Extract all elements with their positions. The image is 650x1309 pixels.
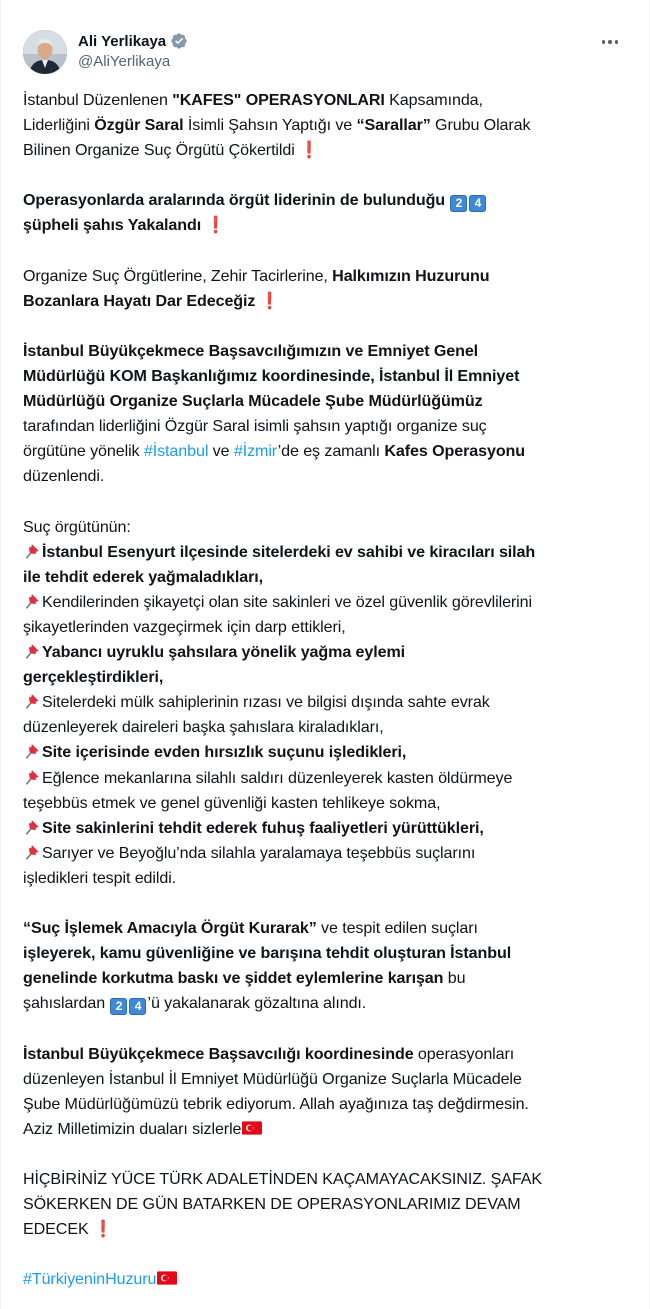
text-line: İstanbul Düzenlenen "KAFES" OPERASYONLARI Kapsamında, [23,91,483,109]
text-line: şüpheli şahıs Yakalandı ❗ [23,216,226,235]
avatar[interactable] [23,30,67,74]
pushpin-icon [23,742,41,760]
text-line: İstanbul Büyükçekmece Başsavcılığı koordinesinde operasyonları [23,1044,515,1063]
pushpin-icon [23,592,41,610]
author-handle[interactable]: @AliYerlikaya [78,53,171,70]
keycap-digit-icon: 4 [129,998,146,1015]
text-line: genelinde korkutma baskı ve şiddet eylemlerine karışan bu [23,969,466,988]
verified-badge-icon [170,32,188,50]
text-line: işleyerek, kamu güvenliğine ve barışına tehdit oluşturan İstanbul [23,944,512,963]
list-item: Site sakinlerini tehdit ederek fuhuş faaliyetleri yürüttükleri, [23,816,623,841]
list-item: Sitelerdeki mülk sahiplerinin rızası ve bilgisi dışında sahte evrak [23,690,623,715]
keycap-digit-icon: 2 [450,195,467,212]
text-line: Bozanlara Hayatı Dar Edeceğiz ❗ [23,291,280,310]
text-line: işledikleri tespit edildi. [23,868,177,887]
hashtag-link[interactable]: #TürkiyeninHuzuru [23,1270,157,1289]
text-line: Suç örgütünün: [23,517,131,536]
text-line: şahıslardan 2 4 ’ü yakalanarak gözaltına alındı. [23,994,367,1014]
red-exclamation-icon: ❗ [299,141,320,160]
hashtag-link[interactable]: #İzmir [233,442,278,461]
text-line: düzenleyen İstanbul İl Emniyet Müdürlüğü Organize Suçlarla Mücadele [23,1069,522,1088]
pushpin-icon [23,843,41,861]
tweet-header [23,30,629,76]
text-line: Operasyonlarda aralarında örgüt liderinin de bulunduğu 2 4 [23,188,623,213]
author-block [78,32,188,70]
text-line: Liderliğini Özgür Saral İsimli Şahsın Yaptığı ve “Sarallar” Grubu Olarak [23,116,531,135]
list-item: Sarıyer ve Beyoğlu’nda silahla yaralamaya teşebbüs suçlarını [23,841,623,866]
turkey-flag-icon [242,1121,262,1135]
keycap-digit-icon: 2 [110,998,127,1015]
text-line: Organize Suç Örgütlerine, Zehir Tacirlerine, Halkımızın Huzurunu [23,266,490,285]
more-options-icon[interactable] [593,30,627,54]
pushpin-icon [23,542,41,560]
hashtag-link[interactable]: #İstanbul [143,442,209,461]
list-item: Yabancı uyruklu şahsılara yönelik yağma eylemi [23,640,623,665]
text-line: Aziz Milletimizin duaları sizlerle [23,1117,623,1142]
text-line: Müdürlüğü Organize Suçlarla Mücadele Şube Müdürlüğümüz [23,392,483,411]
text-line: Müdürlüğü KOM Başkanlığımız koordinesinde, İstanbul İl Emniyet [23,367,520,386]
text-line: HİÇBİRİNİZ YÜCE TÜRK ADALETİNDEN KAÇAMAYACAKSINIZ. ŞAFAK [23,1170,543,1189]
keycap-digit-icon: 4 [469,195,486,212]
tweet-text [23,88,623,1293]
author-name[interactable]: Ali Yerlikaya [78,32,167,50]
pushpin-icon [23,818,41,836]
text-line: İstanbul Büyükçekmece Başsavcılığımızın ve Emniyet Genel [23,341,479,360]
list-item: İstanbul Esenyurt ilçesinde sitelerdeki ev sahibi ve kiracıları silah [23,540,623,565]
turkey-flag-icon [157,1271,177,1285]
list-item: Eğlence mekanlarına silahlı saldırı düzenleyerek kasten öldürmeye [23,766,623,791]
text-line: EDECEK ❗ [23,1220,113,1239]
pushpin-icon [23,642,41,660]
text-line: gerçekleştirdikleri, [23,668,164,687]
text-line: teşebbüs etmek ve genel güvenliği kasten tehlikeye sokma, [23,793,441,812]
pushpin-icon [23,768,41,786]
text-line [23,1267,623,1292]
red-exclamation-icon: ❗ [259,291,280,310]
list-item: Kendilerinden şikayetçi olan site sakinleri ve özel güvenlik görevlilerini [23,590,623,615]
red-exclamation-icon: ❗ [205,216,226,235]
text-line: SÖKERKEN DE GÜN BATARKEN DE OPERASYONLARIMIZ DEVAM [23,1195,521,1214]
red-exclamation-icon: ❗ [92,1220,113,1239]
text-line: Şube Müdürlüğümüzü tebrik ediyorum. Allah ayağınıza taş değdirmesin. [23,1094,529,1113]
text-line: “Suç İşlemek Amacıyla Örgüt Kurarak” ve tespit edilen suçları [23,919,478,938]
text-line: ile tehdit ederek yağmaladıkları, [23,567,264,586]
text-line: Bilinen Organize Suç Örgütü Çökertildi ❗ [23,141,320,160]
text-line: şikayetlerinden vazgeçirmek için darp ettikleri, [23,617,346,636]
list-item: Site içerisinde evden hırsızlık suçunu işledikleri, [23,740,623,765]
text-line: düzenleyerek daireleri başka şahıslara kiraladıkları, [23,718,384,737]
text-line: örgütüne yönelik #İstanbul ve #İzmir’de eş zamanlı Kafes Operasyonu [23,442,526,461]
pushpin-icon [23,692,41,710]
text-line: tarafından liderliğini Özgür Saral isimli şahsın yaptığı organize suç [23,417,487,436]
text-line: düzenlendi. [23,467,105,486]
